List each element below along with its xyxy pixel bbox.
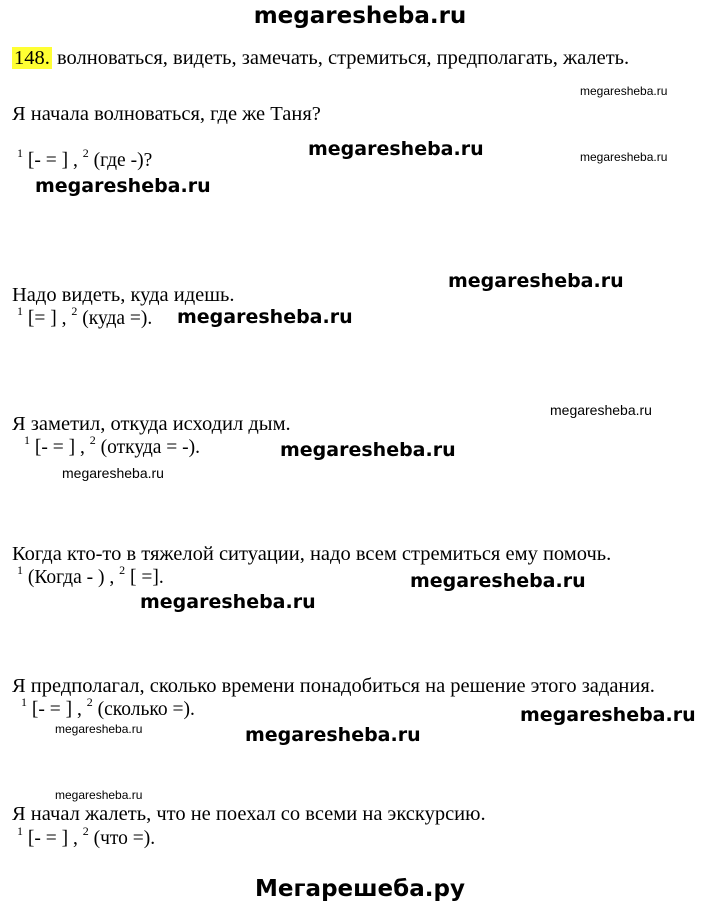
clause-number: 1 [17, 304, 23, 318]
clause-number: 1 [21, 695, 27, 709]
scheme-part: [- = ] , [27, 150, 78, 171]
scheme-part: (Когда - ) , [27, 567, 115, 588]
scheme-4 [17, 563, 164, 589]
footer-brand: Мегарешеба.ру [255, 876, 465, 902]
watermark: megaresheba.ru [448, 270, 624, 292]
clause-number: 1 [17, 146, 23, 160]
watermark: megaresheba.ru [580, 150, 668, 164]
scheme-part: [ =]. [130, 567, 164, 588]
watermark: megaresheba.ru [62, 465, 164, 481]
scheme-part: (куда =). [82, 308, 153, 329]
scheme-1 [17, 146, 153, 172]
scheme-part: [- = ] , [34, 437, 85, 458]
scheme-3 [24, 433, 201, 459]
scheme-part: (откуда = -). [100, 437, 201, 458]
clause-number: 2 [89, 433, 96, 447]
scheme-part: [- = ] , [27, 828, 78, 849]
watermark: megaresheba.ru [35, 175, 211, 197]
watermark: megaresheba.ru [177, 306, 353, 328]
sentence-6: Я начал жалеть, что не поехал со всеми на экскурсию. [12, 803, 486, 825]
scheme-part: (сколько =). [97, 699, 195, 720]
scheme-2 [17, 304, 153, 330]
task-number: 148. [14, 47, 50, 69]
task-words: волноваться, видеть, замечать, стремиться, предполагать, жалеть. [51, 47, 630, 69]
sentence-4: Когда кто-то в тяжелой ситуации, надо всем стремиться ему помочь. [12, 543, 612, 565]
watermark: megaresheba.ru [308, 138, 484, 160]
scheme-6 [17, 824, 156, 850]
watermark: megaresheba.ru [580, 84, 668, 98]
watermark: megaresheba.ru [55, 722, 143, 736]
watermark: megaresheba.ru [520, 704, 696, 726]
scheme-part: [- = ] , [31, 699, 82, 720]
sentence-2: Надо видеть, куда идешь. [12, 284, 235, 306]
watermark: megaresheba.ru [245, 724, 421, 746]
scheme-part: (где -)? [93, 150, 153, 171]
sentence-1: Я начала волноваться, где же Таня? [12, 103, 321, 125]
clause-number: 1 [17, 563, 23, 577]
site-title: megaresheba.ru [253, 3, 467, 29]
clause-number: 2 [119, 563, 126, 577]
clause-number: 1 [17, 824, 23, 838]
watermark: megaresheba.ru [55, 788, 143, 802]
sentence-3: Я заметил, откуда исходил дым. [12, 413, 291, 435]
clause-number: 2 [71, 304, 78, 318]
scheme-part: [= ] , [27, 308, 67, 329]
scheme-part: (что =). [93, 828, 156, 849]
task-line [12, 47, 629, 70]
watermark: megaresheba.ru [140, 591, 316, 613]
sentence-5: Я предполагал, сколько времени понадобиться на решение этого задания. [12, 675, 655, 697]
scheme-5 [21, 695, 195, 721]
watermark: megaresheba.ru [550, 402, 652, 418]
clause-number: 2 [82, 824, 89, 838]
clause-number: 2 [82, 146, 89, 160]
watermark: megaresheba.ru [410, 570, 586, 592]
clause-number: 1 [24, 433, 30, 447]
clause-number: 2 [86, 695, 93, 709]
watermark: megaresheba.ru [280, 439, 456, 461]
